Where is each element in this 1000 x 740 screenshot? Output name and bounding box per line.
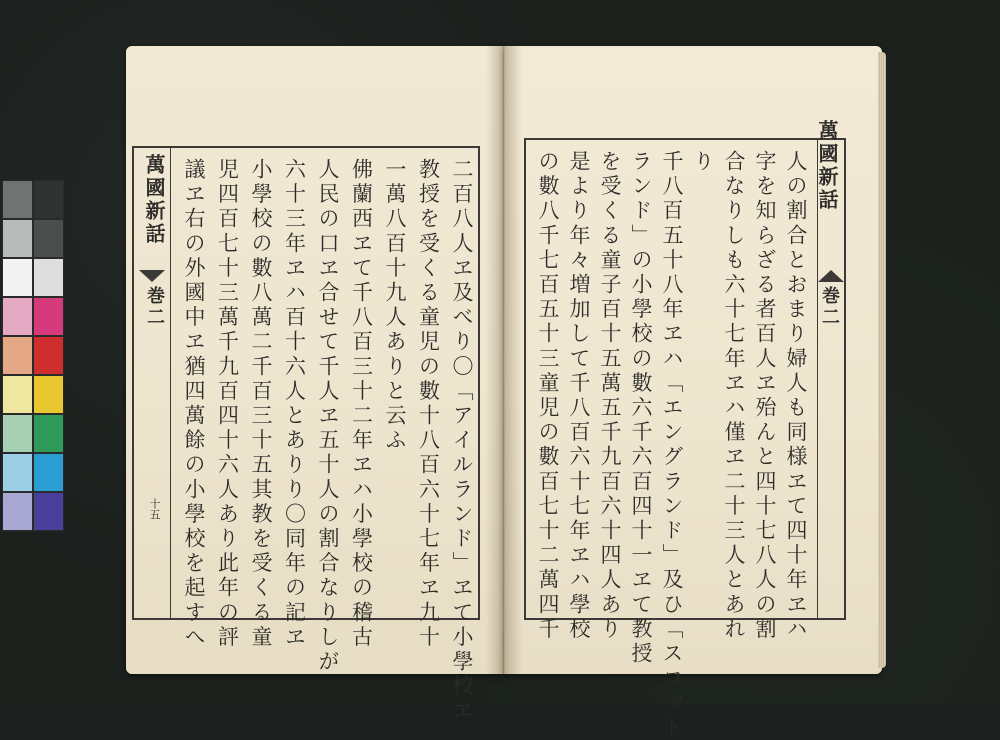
color-swatch xyxy=(33,219,64,258)
color-swatch xyxy=(2,258,33,297)
text-column: 合なりしも六十七年ヱハ僅ヱ二十三人とあれ xyxy=(722,150,746,642)
color-swatch xyxy=(33,297,64,336)
book-gutter xyxy=(486,46,522,674)
color-swatch xyxy=(33,258,64,297)
color-swatch xyxy=(2,336,33,375)
color-swatch xyxy=(2,453,33,492)
color-swatch xyxy=(2,219,33,258)
text-column: 人民の口ヱ合せて千人ヱ五十人の割合なりしが xyxy=(316,158,340,675)
text-column: の數八千七百五十三童児の數百七十二萬四千 xyxy=(536,150,560,642)
color-swatch xyxy=(33,453,64,492)
color-swatch xyxy=(2,414,33,453)
text-column: 児四百七十三萬千九百四十六人あり此年の評 xyxy=(215,158,240,650)
left-page-number: 十五 xyxy=(148,498,161,520)
color-calibration-strip xyxy=(2,180,64,532)
color-swatch xyxy=(2,180,33,219)
text-column: 字を知らざる者百人ヱ殆んと四十七八人の割 xyxy=(753,150,777,642)
text-column: 教授を受くる童児の數十八百六十七年ヱ九十 xyxy=(416,158,441,650)
left-page xyxy=(126,46,504,724)
text-column: 小學校の數八萬二千百三十五其教を受くる童 xyxy=(249,158,273,650)
left-margin-rule xyxy=(170,148,171,618)
left-margin-title: 萬國新話 xyxy=(142,154,166,246)
text-column: り xyxy=(691,150,715,175)
right-margin-volume: 巻二 xyxy=(819,286,840,328)
color-swatch xyxy=(33,414,64,453)
text-column: 千八百五十八年ヱハ「エングランド」及ひ「スコット xyxy=(660,150,684,740)
color-swatch xyxy=(2,297,33,336)
text-column: 人の割合とおまり婦人も同様ヱて四十年ヱハ xyxy=(784,150,808,642)
color-swatch xyxy=(33,375,64,414)
color-swatch xyxy=(33,180,64,219)
page-edges xyxy=(878,52,886,668)
color-swatch xyxy=(33,336,64,375)
text-column: 佛蘭西ヱて千八百三十二年ヱハ小學校の稽古 xyxy=(349,158,374,650)
text-column: 一萬八百十九人ありと云ふ xyxy=(383,158,407,454)
right-margin-title: 萬國新話 xyxy=(815,120,839,212)
right-text-frame xyxy=(524,120,846,740)
text-column: ランド」の小學校の數六千六百四十一ヱて教授 xyxy=(629,150,653,667)
left-text-frame xyxy=(132,146,480,724)
text-column: を受くる童子百十五萬五千九百六十四人あり xyxy=(598,150,622,642)
right-fishtail xyxy=(818,270,844,282)
left-fishtail-top xyxy=(139,270,165,282)
left-margin-volume: 巻二 xyxy=(144,286,165,328)
text-column: 議ヱ右の外國中ヱ猶四萬餘の小學校を起すへ xyxy=(182,158,206,650)
text-column: 二百八人ヱ及べり〇「アイルランド」ヱて小學校ヱ xyxy=(450,158,474,724)
open-book xyxy=(126,46,882,740)
text-column: 六十三年ヱハ百十六人とありり〇同年の記ヱ xyxy=(282,158,307,650)
color-swatch xyxy=(2,375,33,414)
color-swatch xyxy=(2,492,33,531)
color-swatch xyxy=(33,492,64,531)
text-column: 是より年々増加して千八百六十七年ヱハ學校 xyxy=(567,150,591,642)
